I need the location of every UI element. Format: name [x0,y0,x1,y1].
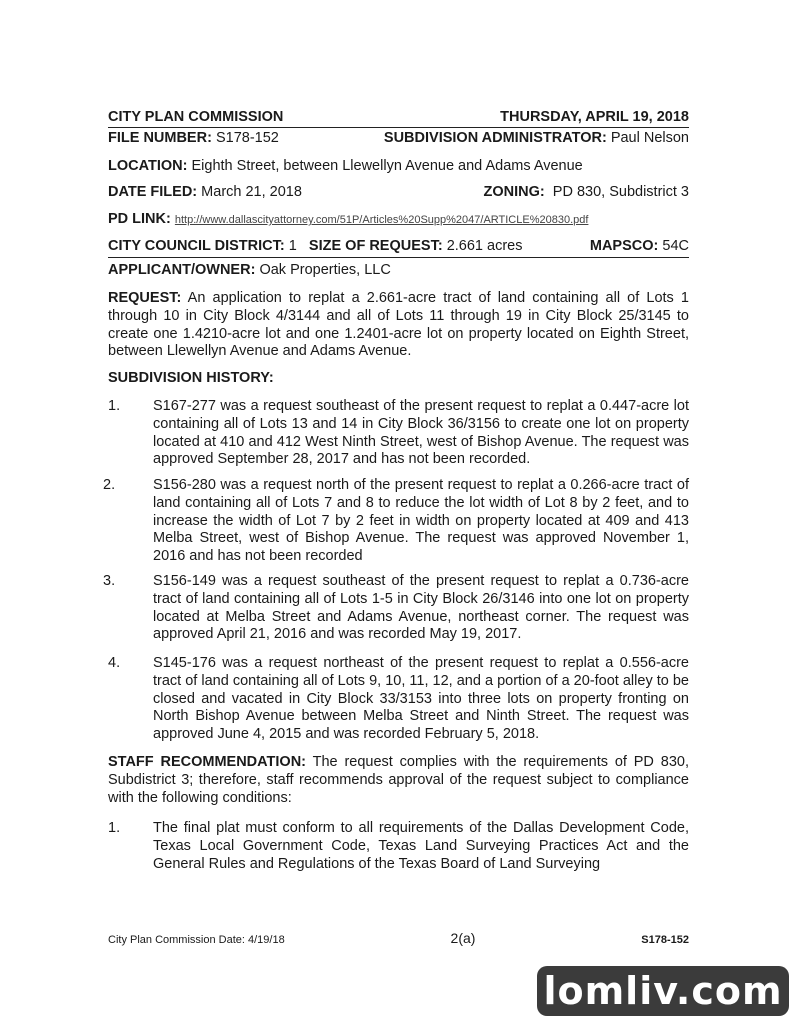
page-footer [108,930,689,946]
filed-zoning-row [108,183,689,201]
footer-date: City Plan Commission Date: 4/19/18 [108,934,285,946]
header-row-1 [108,108,689,126]
history-item: 3. S156-149 was a request southeast of the present request to replat a 0.736-acre tract of land containing all of Lots 1-5 in City Block 26/3146 into one lot on property located at Melba Street and Adams Avenue, northeast corner. The request was approved April 21, 2016 and was recorded May 19, 2017. [103,573,689,643]
zoning: ZONING: PD 830, Subdistrict 3 [483,184,689,200]
pd-link[interactable]: http://www.dallascityattorney.com/51P/Articles%20Supp%2047/ARTICLE%20830.pdf [174,214,589,226]
staff-recommendation: STAFF RECOMMENDATION: The request complies with the requirements of PD 830, Subdistrict 3; therefore, staff recommends approval of the request subject to compliance with the following conditions: [108,754,689,806]
page-number: 2(a) [450,930,476,946]
history-item: 4. S145-176 was a request northeast of the present request to replat a 0.556-acre tract of land containing all of Lots 9, 10, 11, 12, and a portion of a 20-foot alley to be closed and vacated in City Block 33/3153 into three lots on property fronting on North Bishop Avenue between Melba Street and Ninth Street. The request was approved June 4, 2015 and was recorded February 5, 2018. [108,655,689,743]
district-rule [108,257,689,258]
council-district: CITY COUNCIL DISTRICT: 1 SIZE OF REQUEST: 2.661 acres [108,238,523,254]
meeting-date: THURSDAY, APRIL 19, 2018 [500,109,689,125]
request-paragraph: REQUEST: An application to replat a 2.661-acre tract of land containing all of Lots 1 through 10 in City Block 4/3144 and all of Lots 11 through 19 in City Block 25/3145 to create one 1.4210-acre lot and one 1.2401-acre lot on property located on Eighth Street, between Llewellyn Avenue and Adams Avenue. [108,290,689,360]
applicant-row: APPLICANT/OWNER: Oak Properties, LLC [108,262,391,278]
history-item: 2. S156-280 was a request north of the present request to replat a 0.266-acre tract of land containing all of Lots 7 and 8 to reduce the lot width of Lot 8 by 2 feet, and to increase the width of Lot 7 by 2 feet in width on property located at 409 and 413 Melba Street, west of Bishop Avenue. The request was approved November 1, 2016 and has not been recorded [103,477,689,565]
pd-link-row: PD LINK: http://www.dallascityattorney.com/51P/Articles%20Supp%2047/ARTICLE%20830.pdf [108,211,589,227]
history-item: 1. S167-277 was a request southeast of the present request to replat a 0.447-acre lot containing all of Lots 13 and 14 in City Block 36/3156 to create one lot on property located at 410 and 412 West Ninth Street, west of Bishop Avenue. The request was approved September 28, 2017 and has not been recorded. [108,398,689,468]
condition-item: 1. The final plat must conform to all requirements of the Dallas Development Code, Texas Local Government Code, Texas Land Surveying Practices Act and the General Rules and Regulations of the Texas Board of Land Surveying [108,820,689,872]
district-row [108,237,689,255]
watermark-badge: lomliv.com [537,966,789,1016]
date-filed: DATE FILED: March 21, 2018 [108,184,302,200]
header-row-2 [108,129,689,147]
location-row: LOCATION: Eighth Street, between Llewellyn Avenue and Adams Avenue [108,158,583,174]
header-rule [108,127,689,128]
commission-title: CITY PLAN COMMISSION [108,109,284,125]
file-number: FILE NUMBER: S178-152 [108,130,279,146]
subdivision-administrator: SUBDIVISION ADMINISTRATOR: Paul Nelson [383,130,689,146]
mapsco: MAPSCO: 54C [589,238,689,254]
history-heading: SUBDIVISION HISTORY: [108,370,274,386]
footer-file-number: S178-152 [641,934,689,946]
